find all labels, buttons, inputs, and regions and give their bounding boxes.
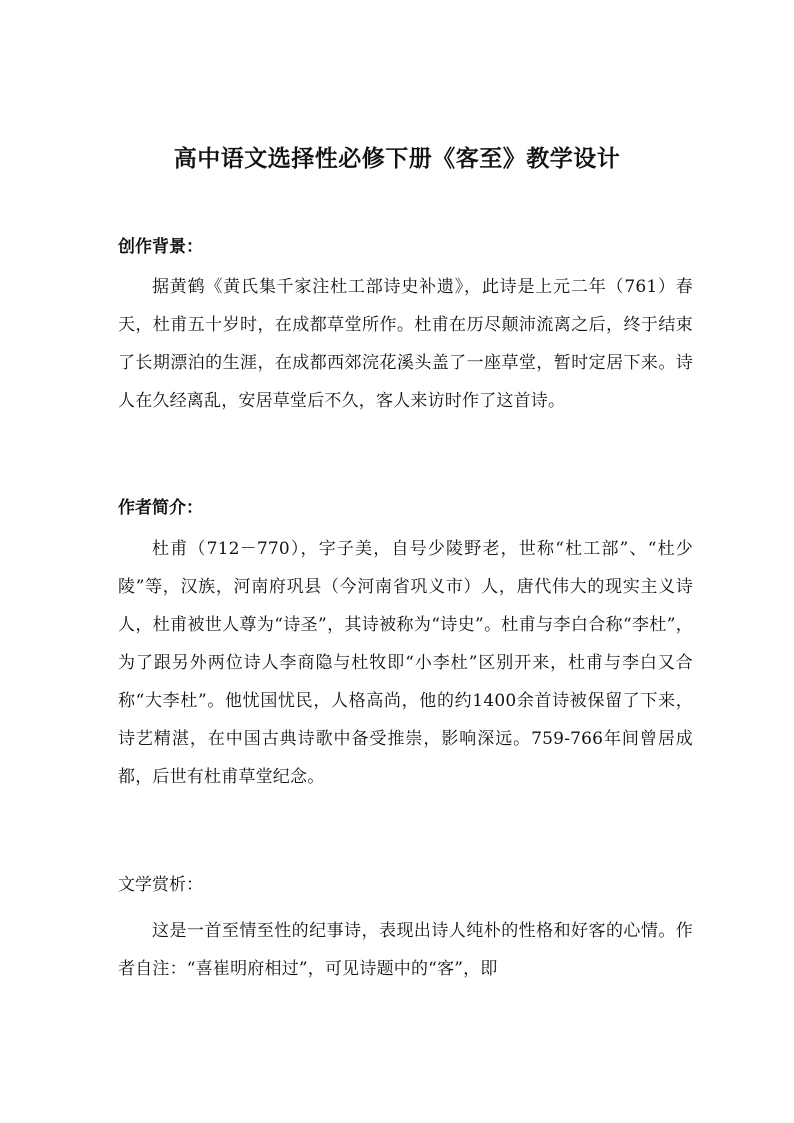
section-paragraph-background: 据黄鹤《黄氏集千家注杜工部诗史补遗》，此诗是上元二年（761）春天，杜甫五十岁时，在成都草堂所作。杜甫在历尽颠沛流离之后，终于结束了长期漂泊的生涯，在成都西郊浣花溪头盖了一座草堂，暂时定居下来。诗人在久经离乱，安居草堂后不久，客人来访时作了这首诗。: [118, 277, 693, 411]
document-title: 高中语文选择性必修下册《客至》教学设计: [173, 145, 621, 172]
section-heading-author: 作者简介：: [118, 498, 203, 518]
section-heading-background: 创作背景：: [118, 237, 203, 257]
section-heading-appreciation: 文学赏析：: [118, 875, 203, 895]
section-paragraph-appreciation: 这是一首至情至性的纪事诗，表现出诗人纯朴的性格和好客的心情。作者自注：“喜崔明府相过”，可见诗题中的“客”，即: [118, 921, 693, 979]
section-paragraph-author: 杜甫（712－770），字子美，自号少陵野老，世称“杜工部”、“杜少陵”等，汉族，河南府巩县（今河南省巩义市）人，唐代伟大的现实主义诗人，杜甫被世人尊为“诗圣”，其诗被称为“诗史”。杜甫与李白合称“李杜”，为了跟另外两位诗人李商隐与杜牧即“小李杜”区别开来，杜甫与李白又合称“大李杜”。他忧国忧民，人格高尚，他的约1400余首诗被保留了下来，诗艺精湛，在中国古典诗歌中备受推崇，影响深远。759-766年间曾居成都，后世有杜甫草堂纪念。: [118, 539, 693, 787]
